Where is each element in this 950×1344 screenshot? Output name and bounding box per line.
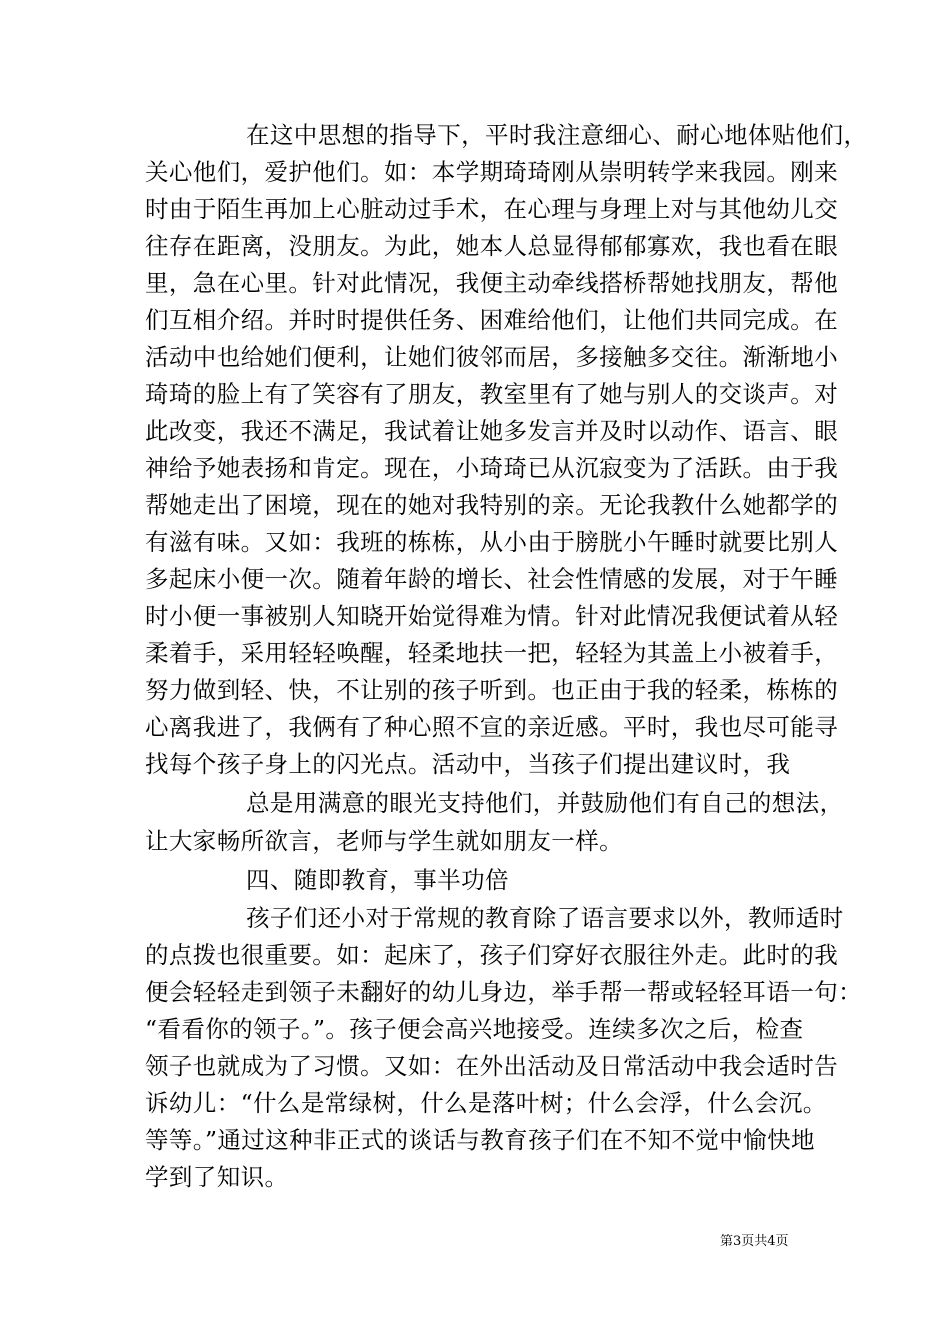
text-line: 此改变，我还不满足，我试着让她多发言并及时以动作、语言、眼 [145, 417, 839, 445]
text-line: 有滋有味。又如：我班的栋栋，从小由于膀胱小午睡时就要比别人 [145, 528, 839, 556]
text-line: 往存在距离，没朋友。为此，她本人总显得郁郁寡欢，我也看在眼 [145, 232, 839, 260]
text-line: 总是用满意的眼光支持他们，并鼓励他们有自己的想法， [246, 789, 844, 817]
text-line: “看看你的领子。”。孩子便会高兴地接受。连续多次之后，检查 [145, 1015, 804, 1043]
text-line: 时小便一事被别人知晓开始觉得难为情。针对此情况我便试着从轻 [145, 602, 839, 630]
text-line: 时由于陌生再加上心脏动过手术，在心理与身理上对与其他幼儿交 [145, 195, 839, 223]
text-line: 多起床小便一次。随着年龄的增长、社会性情感的发展，对于午睡 [145, 565, 839, 593]
text-line: 让大家畅所欲言，老师与学生就如朋友一样。 [145, 827, 623, 855]
text-line: 便会轻轻走到领子未翻好的幼儿身边，举手帮一帮或轻轻耳语一句： [145, 978, 862, 1006]
text-line: 里，急在心里。针对此情况，我便主动牵线搭桥帮她找朋友，帮他 [145, 269, 839, 297]
text-line: 努力做到轻、快，不让别的孩子听到。也正由于我的轻柔，栋栋的 [145, 676, 839, 704]
text-line: 领子也就成为了习惯。又如：在外出活动及日常活动中我会适时告 [145, 1052, 839, 1080]
text-line: 在这中思想的指导下，平时我注意细心、耐心地体贴他们， [246, 121, 868, 149]
text-line: 等等。”通过这种非正式的谈话与教育孩子们在不知不觉中愉快地 [145, 1126, 815, 1154]
text-line: 关心他们，爱护他们。如：本学期琦琦刚从崇明转学来我园。刚来 [145, 158, 839, 186]
page-number-footer: 第3页共4页 [720, 1234, 789, 1249]
text-line: 找每个孩子身上的闪光点。活动中，当孩子们提出建议时，我 [145, 750, 791, 778]
section-heading: 四、随即教育，事半功倍 [246, 866, 509, 894]
text-line: 柔着手，采用轻轻唤醒，轻柔地扶一把，轻轻为其盖上小被着手， [145, 639, 839, 667]
text-line: 的点拨也很重要。如：起床了，孩子们穿好衣服往外走。此时的我 [145, 941, 839, 969]
text-line: 诉幼儿：“什么是常绿树，什么是落叶树；什么会浮，什么会沉。 [145, 1089, 827, 1117]
text-line: 心离我进了，我俩有了种心照不宣的亲近感。平时，我也尽可能寻 [145, 713, 839, 741]
text-line: 学到了知识。 [145, 1163, 289, 1191]
text-line: 琦琦的脸上有了笑容有了朋友，教室里有了她与别人的交谈声。对 [145, 380, 839, 408]
text-line: 活动中也给她们便利，让她们彼邻而居，多接触多交往。渐渐地小 [145, 343, 839, 371]
text-line: 孩子们还小对于常规的教育除了语言要求以外，教师适时 [246, 904, 844, 932]
text-line: 们互相介绍。并时时提供任务、困难给他们，让他们共同完成。在 [145, 306, 839, 334]
text-line: 帮她走出了困境，现在的她对我特别的亲。无论我教什么她都学的 [145, 491, 839, 519]
text-line: 神给予她表扬和肯定。现在，小琦琦已从沉寂变为了活跃。由于我 [145, 454, 839, 482]
